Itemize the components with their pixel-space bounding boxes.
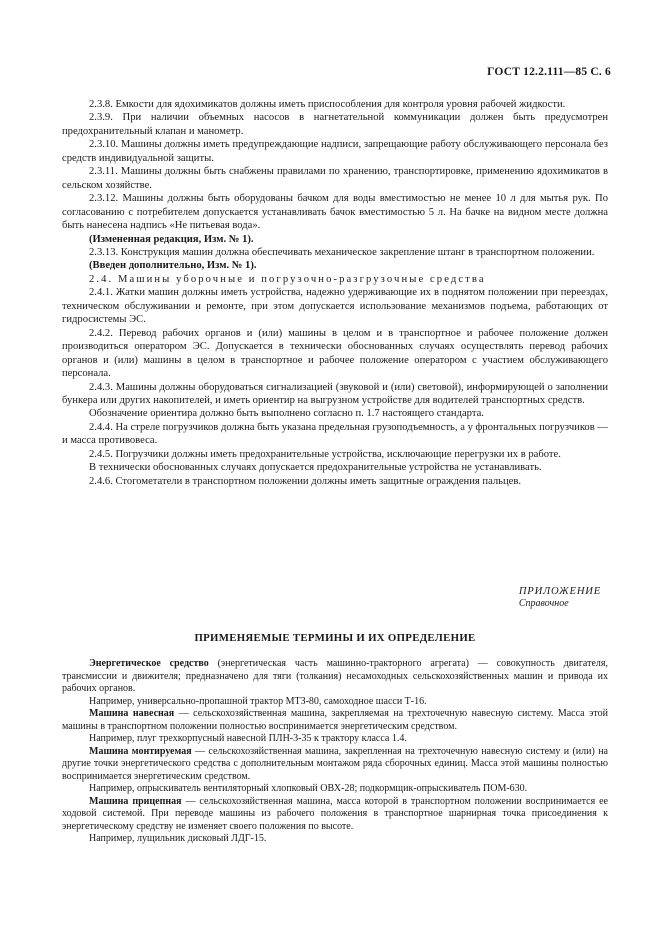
clause-2-3-12: 2.3.12. Машины должны быть оборудованы бачком для воды вместимостью не менее 10 л для мытья рук. По согласованию с потребителем допускается устанавливать бачок вместимостью 5 л. На бачке на видном месте должна быть нанесена надпись «Не питьевая вода». xyxy=(62,193,608,232)
term-example xyxy=(62,783,608,796)
clause-2-3-10: 2.3.10. Машины должны иметь предупреждающие надписи, запрещающие работу обслуживающего персонала без средств индивидуальной защиты. xyxy=(62,139,608,164)
term-paragraph xyxy=(62,658,608,696)
terms-list xyxy=(62,658,608,846)
term-example-text: Например, плуг трехкорпусный навесной ПЛН-3-35 к трактору класса 1.4. xyxy=(89,733,407,744)
addition-note: (Введен дополнительно, Изм. № 1). xyxy=(89,260,257,272)
term-name: Энергетическое средство xyxy=(89,658,209,669)
term-example-text: Например, универсально-пропашной трактор МТЗ-80, самоходное шасси Т-16. xyxy=(89,695,427,707)
clause-2-3-11: 2.3.11. Машины должны быть снабжены правилами по хранению, транспортировке, применению ядохимикатов в сельском хозяйстве. xyxy=(62,166,608,191)
term-name: Машина монтируемая xyxy=(89,745,192,757)
terms-section-title: ПРИМЕНЯЕМЫЕ ТЕРМИНЫ И ИХ ОПРЕДЕЛЕНИЕ xyxy=(194,632,476,644)
term-example-text: Например, опрыскиватель вентиляторный хлопковый ОВХ-28; подкормщик-опрыскиватель ПОМ-630. xyxy=(89,783,528,794)
section-2-4-heading: 2.4. Машины уборочные и погрузочно-разгрузочные средства xyxy=(89,273,486,285)
clause-2-3-9: 2.3.9. При наличии объемных насосов в нагнетательной коммуникации должен быть предусмотрен предохранительный клапан и манометр. xyxy=(62,112,608,137)
appendix-label xyxy=(519,586,601,609)
clause-2-3-8: 2.3.8. Емкости для ядохимикатов должны иметь приспособления для контроля уровня рабочей жидкости. xyxy=(89,99,566,110)
clause-2-4-5-note: В технически обоснованных случаях допускается предохранительные устройства не устанавливать. xyxy=(89,462,542,474)
clause-2-4-3-note: Обозначение ориентира должно быть выполнено согласно п. 1.7 настоящего стандарта. xyxy=(89,408,484,420)
amendment-note: (Измененная редакция, Изм. № 1). xyxy=(89,233,254,245)
term-definition: — сельскохозяйственная машина, закрепленная на трехточечную навесную систему и (или) на другие точки энергетического средства с дополнительным монтажом ряда сборочных единиц. Масса этой машины полностью воспринимается энергетическим средством. xyxy=(62,745,608,782)
page-header: ГОСТ 12.2.111—85 С. 6 xyxy=(487,66,611,78)
clause-2-4-1: 2.4.1. Жатки машин должны иметь устройства, надежно удерживающие их в поднятом положении при переездах, техническом обслуживании и ремонте, при этом допускается использование механизмов подъема, работающих от гидросистемы ЭС. xyxy=(62,287,608,326)
standard-body-text xyxy=(62,98,608,488)
term-definition: — сельскохозяйственная машина, масса которой в транспортном положении воспринимается ее ходовой системой. При переводе машины из рабочего положения в транспортное шарнирная точка присоединения к энергетическому средству не изменяет своего положения по высоте. xyxy=(62,795,608,832)
clause-2-3-13: 2.3.13. Конструкция машин должна обеспечивать механическое закрепление штанг в транспортном положении. xyxy=(89,246,595,258)
term-example xyxy=(62,733,608,746)
term-paragraph xyxy=(62,796,608,834)
term-paragraph xyxy=(62,746,608,784)
clause-2-4-3: 2.4.3. Машины должны оборудоваться сигнализацией (звуковой и (или) световой), информирующей о заполнении бункера или других накопителей, и иметь ориентир на выгрузном устройстве для водителей транспортных средств. xyxy=(62,381,608,406)
clause-2-4-5: 2.4.5. Погрузчики должны иметь предохранительные устройства, исключающие перегрузки их в работе. xyxy=(89,448,561,460)
clause-2-4-2: 2.4.2. Перевод рабочих органов и (или) машины в целом и в транспортное и рабочее положение должен производиться оператором ЭС. Допускается в технически обоснованных случаях осуществлять перевод рабочих органов и (или) машины в целом в транспортное и рабочее положение оператором с участием обслуживающего персонала. xyxy=(62,327,608,380)
appendix-subtitle: Справочное xyxy=(518,598,569,609)
term-example-text: Например, лущильник дисковый ЛДГ-15. xyxy=(89,833,267,844)
term-paragraph xyxy=(62,708,608,733)
term-example xyxy=(62,696,608,709)
term-example xyxy=(62,833,608,846)
term-definition: (энергетическая часть машинно-тракторного агрегата) — совокупность двигателя, трансмиссии и движителя; предназначено для тяги (толкания) несамоходных сельскохозяйственных машин и привода их рабочих органов. xyxy=(62,658,608,694)
clause-2-4-4: 2.4.4. На стреле погрузчиков должна быть указана предельная грузоподъемность, а у фронтальных погрузчиков — и масса противовеса. xyxy=(62,421,608,447)
term-name: Машина прицепная xyxy=(89,795,182,807)
clause-2-4-6: 2.4.6. Стогометатели в транспортном положении должны иметь защитные ограждения пальцев. xyxy=(89,475,522,487)
term-definition: — сельскохозяйственная машина, закрепляемая на трехточечную навесную систему. Масса этой машины в транспортном положении полностью воспринимается энергетическим средством. xyxy=(62,708,608,732)
term-name: Машина навесная xyxy=(89,708,175,719)
appendix-title: ПРИЛОЖЕНИЕ xyxy=(518,586,601,597)
